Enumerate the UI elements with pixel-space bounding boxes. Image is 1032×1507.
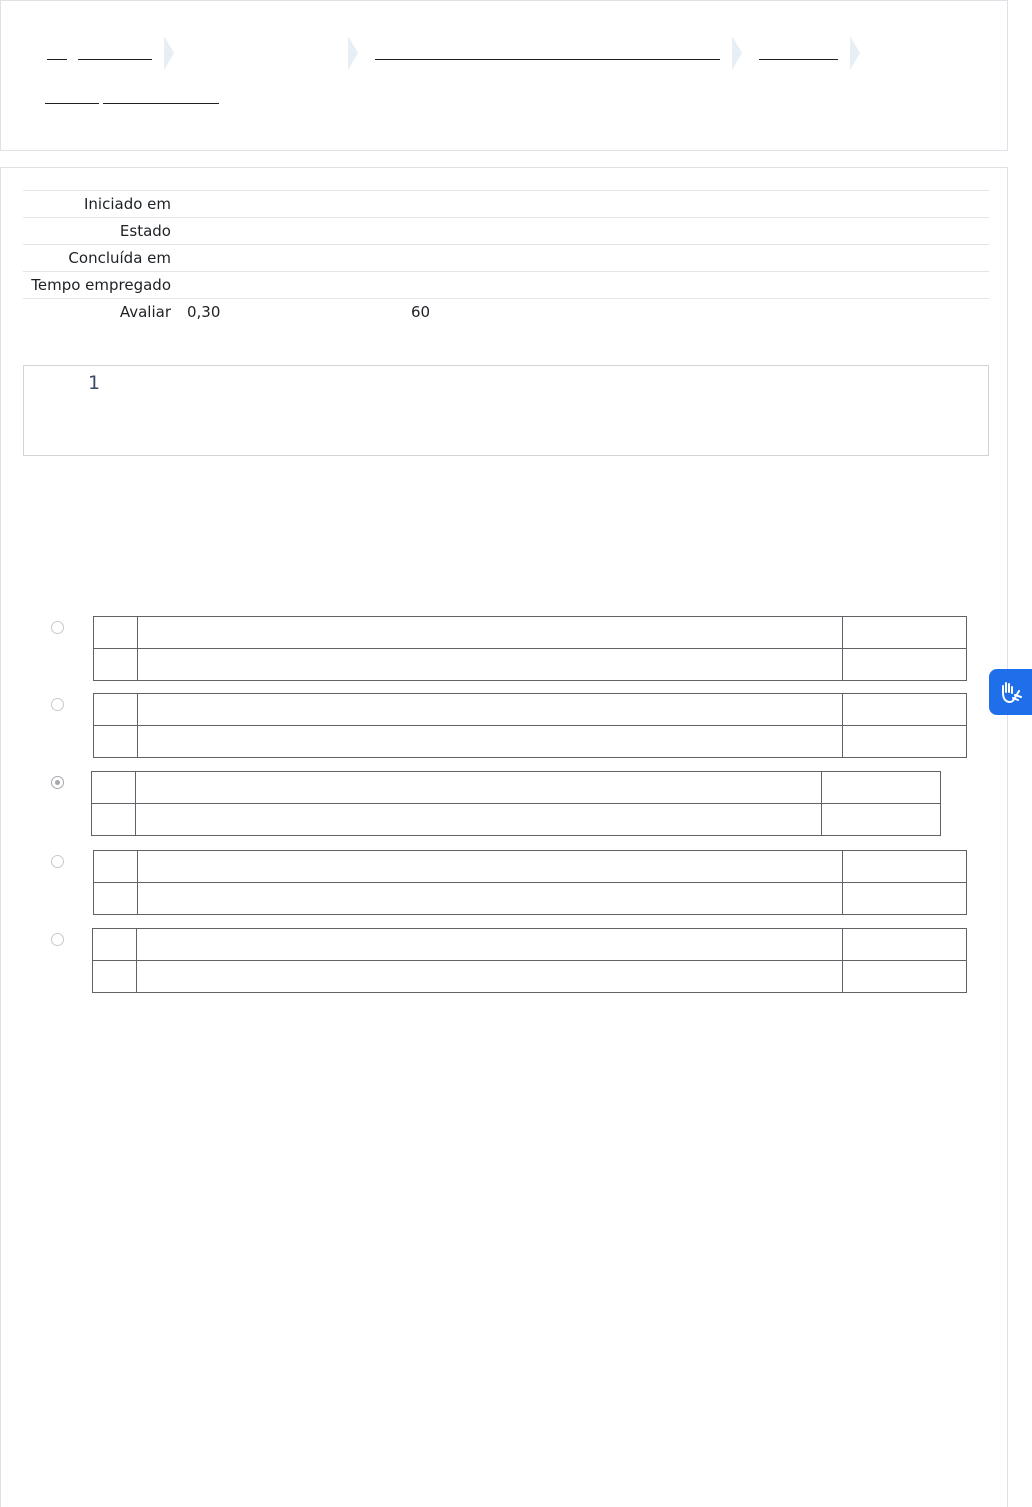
accessibility-widget-button[interactable] <box>989 669 1032 715</box>
answer-option-4[interactable] <box>1 850 1009 916</box>
radio-button-selected[interactable] <box>51 776 64 789</box>
summary-label: Concluída em <box>68 249 171 267</box>
summary-label: Estado <box>119 222 171 240</box>
answer-option-2[interactable] <box>1 693 1009 759</box>
summary-row-state <box>23 217 989 244</box>
summary-row-time-taken <box>23 271 989 298</box>
radio-button[interactable] <box>51 855 64 868</box>
sign-language-hands-icon <box>997 678 1025 706</box>
breadcrumb-link-5[interactable] <box>45 103 99 104</box>
summary-value <box>171 272 187 298</box>
breadcrumb-separator <box>164 36 174 70</box>
option-table <box>93 693 967 758</box>
breadcrumb-link-1[interactable] <box>47 59 67 60</box>
option-table <box>93 850 967 915</box>
option-table <box>91 771 941 836</box>
summary-label: Tempo empregado <box>31 276 171 294</box>
breadcrumb-separator <box>732 36 742 70</box>
summary-value <box>171 299 430 325</box>
quiz-review <box>0 167 1008 1507</box>
grade-value: 0,30 <box>187 303 221 321</box>
summary-value <box>171 218 187 244</box>
answer-option-3[interactable] <box>1 771 1009 837</box>
radio-button[interactable] <box>51 621 64 634</box>
summary-row-started <box>23 190 989 217</box>
summary-value <box>171 245 187 271</box>
option-table <box>92 928 967 993</box>
summary-value <box>171 191 187 217</box>
option-table <box>93 616 967 681</box>
question-number: 1 <box>88 372 101 394</box>
attempt-summary-table <box>23 190 989 325</box>
summary-label: Iniciado em <box>83 195 171 213</box>
radio-button[interactable] <box>51 933 64 946</box>
answer-option-5[interactable] <box>1 928 1009 994</box>
breadcrumb-separator <box>850 36 860 70</box>
question-info-box <box>23 365 989 456</box>
summary-row-completed <box>23 244 989 271</box>
breadcrumb-link-2[interactable] <box>78 59 152 60</box>
summary-label: Avaliar <box>119 303 171 321</box>
breadcrumb-link-3[interactable] <box>375 59 720 60</box>
summary-row-grade <box>23 298 989 325</box>
breadcrumb-separator <box>348 36 358 70</box>
page-header <box>0 0 1008 151</box>
grade-max: 60 <box>411 303 431 321</box>
breadcrumb-link-4[interactable] <box>759 59 838 60</box>
breadcrumb-link-6[interactable] <box>103 103 219 104</box>
answer-option-1[interactable] <box>1 616 1009 682</box>
radio-button[interactable] <box>51 698 64 711</box>
